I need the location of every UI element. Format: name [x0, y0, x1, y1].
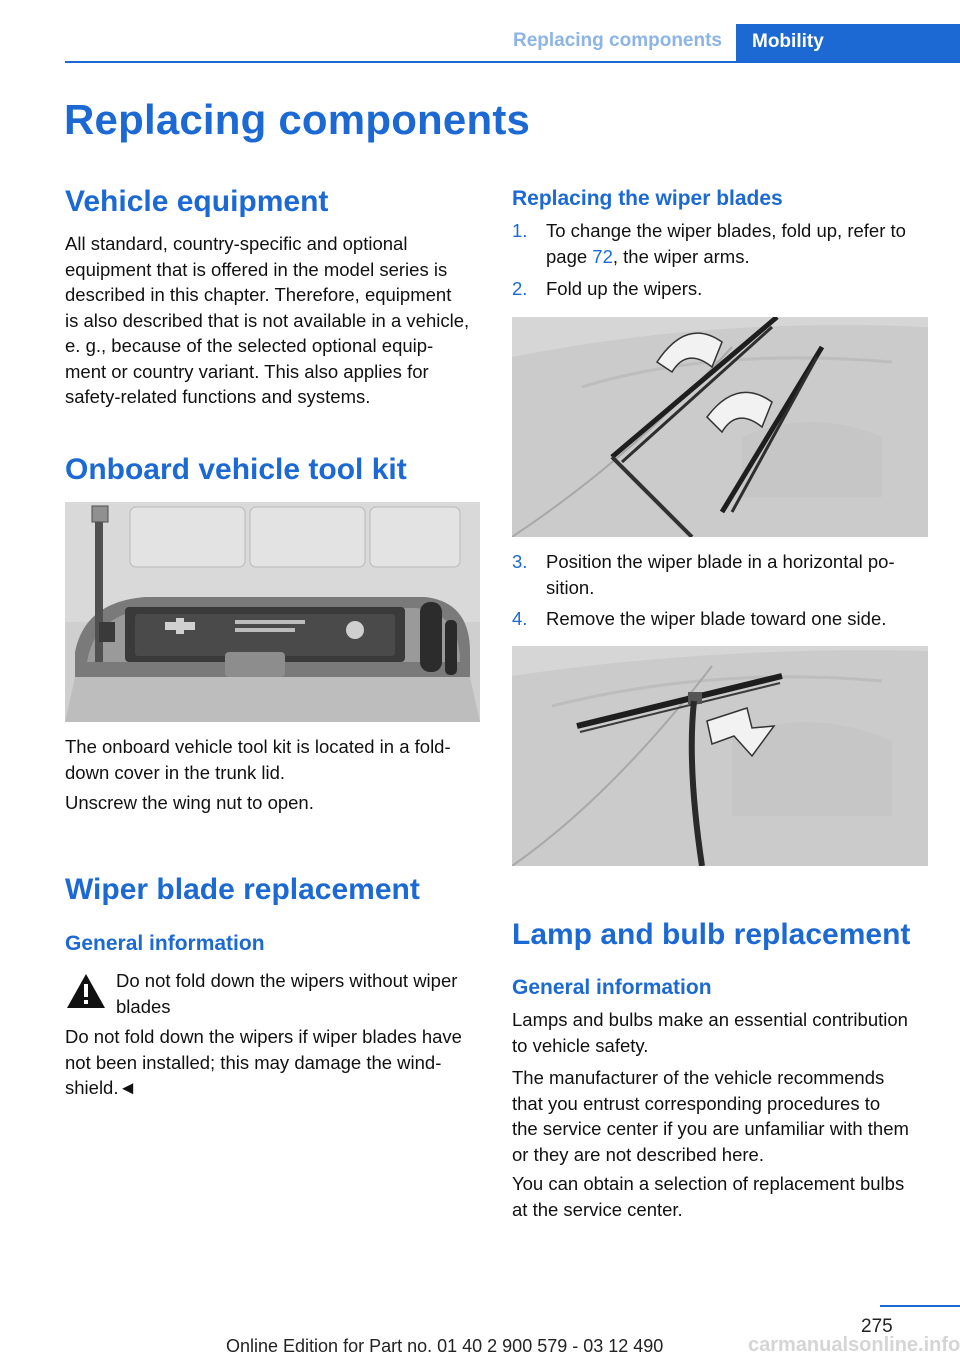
text-line: down cover in the trunk lid.	[65, 761, 286, 783]
lamp-text-1	[512, 1007, 942, 1058]
tool-kit-heading: Onboard vehicle tool kit	[65, 453, 407, 486]
text-line: You can obtain a selection of replacement bulbs	[512, 1173, 905, 1194]
tool-kit-text-2: Unscrew the wing nut to open.	[65, 792, 314, 813]
text-line: that you entrust corresponding procedures to	[512, 1092, 881, 1114]
text-line: Do not fold down the wipers if wiper blades have	[65, 1026, 462, 1047]
tool-kit-text	[65, 734, 485, 785]
step-number: 2.	[512, 278, 528, 299]
step-number: 1.	[512, 220, 528, 241]
text-line: not been installed; this may damage the wind-	[65, 1051, 442, 1073]
step-text-line2: sition.	[546, 576, 595, 598]
replacing-wipers-heading: Replacing the wiper blades	[512, 187, 783, 210]
lamp-text-2	[512, 1065, 942, 1167]
footer-rule	[880, 1305, 960, 1307]
vehicle-equipment-heading: Vehicle equipment	[65, 185, 329, 218]
lamp-replacement-heading: Lamp and bulb replacement	[512, 918, 911, 951]
lamp-text-3	[512, 1171, 942, 1222]
page-number: 275	[861, 1316, 893, 1337]
step-number: 4.	[512, 608, 528, 629]
step-text: To change the wiper blades, fold up, refer to	[546, 220, 906, 241]
text-line: to vehicle safety.	[512, 1034, 649, 1056]
lamp-general-info-heading: General information	[512, 976, 712, 999]
warning-text	[65, 1024, 490, 1101]
step-text-prefix: page	[546, 245, 593, 267]
text-line: safety-related functions and systems.	[65, 386, 371, 407]
blade-removal-photo	[512, 646, 928, 866]
warning-title	[116, 968, 486, 1019]
text-line: Lamps and bulbs make an essential contribution	[512, 1009, 908, 1030]
header-rule	[65, 61, 960, 63]
footer-edition: Online Edition for Part no. 01 40 2 900 579 - 03 12 490	[226, 1336, 664, 1356]
header-section-title: Replacing components	[512, 30, 722, 51]
warning-icon	[65, 972, 107, 1010]
watermark: carmanualsonline.info	[748, 1334, 960, 1356]
text-line: or they are not described here.	[512, 1143, 764, 1165]
wiper-general-info-heading: General information	[65, 932, 265, 955]
text-line: is also described that is not available in a vehicle,	[65, 309, 470, 331]
step-text-line2	[546, 244, 930, 270]
text-line: The manufacturer of the vehicle recommends	[512, 1067, 885, 1088]
text-line: shield.◄	[65, 1077, 137, 1098]
text-line: described in this chapter. Therefore, equipment	[65, 284, 452, 305]
text-line: All standard, country-specific and optional	[65, 233, 408, 254]
step-text: Position the wiper blade in a horizontal po-	[546, 551, 895, 572]
wipers-folded-photo	[512, 317, 928, 537]
page-title: Replacing components	[64, 96, 531, 143]
text-line: ment or country variant. This also applies for	[65, 360, 429, 382]
text-line: at the service center.	[512, 1198, 683, 1220]
step-text-suffix: , the wiper arms.	[612, 245, 750, 267]
tool-kit-photo	[65, 502, 480, 722]
text-line: e. g., because of the selected optional equip-	[65, 335, 434, 356]
step-text: Fold up the wipers.	[546, 278, 703, 299]
page-link[interactable]: 72	[592, 245, 613, 267]
text-line: Do not fold down the wipers without wiper	[116, 970, 458, 991]
header-chapter-tab[interactable]: Mobility	[736, 24, 960, 62]
text-line: equipment that is offered in the model series is	[65, 258, 448, 280]
text-line: the service center if you are unfamiliar with them	[512, 1118, 909, 1139]
wiper-replacement-heading: Wiper blade replacement	[65, 873, 420, 906]
vehicle-equipment-text	[65, 231, 485, 410]
step-number: 3.	[512, 551, 528, 572]
text-line: The onboard vehicle tool kit is located in a fold-	[65, 736, 451, 757]
step-text: Remove the wiper blade toward one side.	[546, 608, 887, 629]
text-line: blades	[116, 995, 171, 1017]
